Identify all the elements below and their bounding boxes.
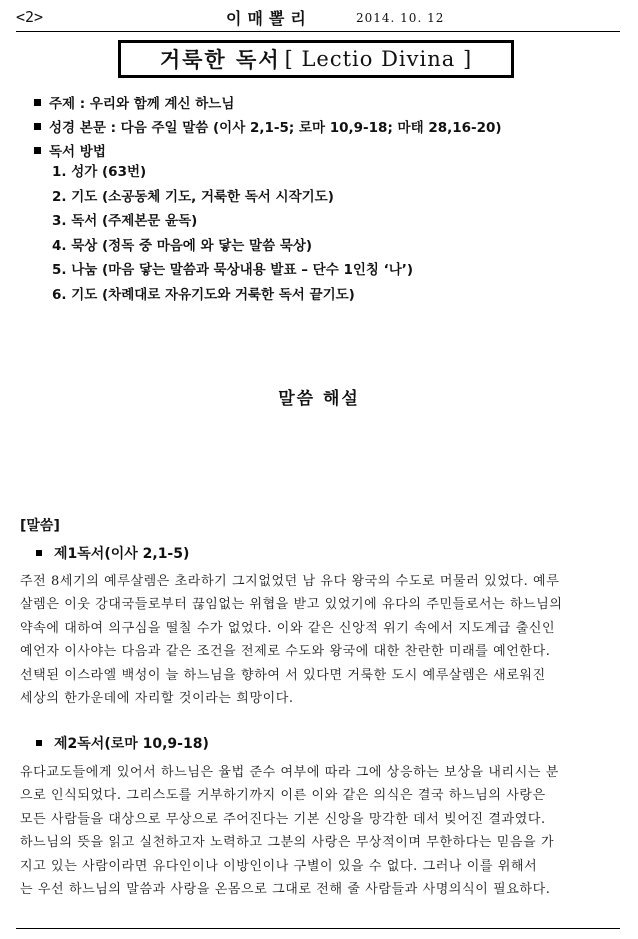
method-step: 3. 독서 (주제본문 윤독): [52, 213, 198, 230]
method-step: 2. 기도 (소공동체 기도, 거룩한 독서 시작기도): [52, 188, 334, 205]
word-section-label: [말씀]: [20, 518, 60, 534]
paragraph-line: 으로 인식되었다. 그리스도를 거부하기까지 이른 이와 같은 의식은 결국 하느님의 사랑은: [20, 788, 546, 804]
reading2-heading: 제2독서(로마 10,9-18): [54, 736, 209, 752]
square-bullet-icon: [34, 147, 41, 154]
square-bullet-icon: [34, 99, 41, 106]
page-number: <2>: [16, 8, 44, 26]
paragraph-line: 주전 8세기의 예루살렘은 초라하기 그지없었던 남 유다 왕국의 수도로 머물러 있었다. 예루: [20, 574, 560, 589]
method-step: 4. 묵상 (정독 중 마음에 와 닿는 말씀 묵상): [52, 237, 313, 254]
paragraph-line: 약속에 대하여 의구심을 떨칠 수가 없었다. 이와 같은 신앙적 위기 속에서 지도계급 출신인: [20, 620, 556, 636]
method-step: 1. 성가 (63번): [52, 164, 147, 180]
square-bullet-icon: [36, 550, 42, 556]
reading2-heading-line: [36, 733, 209, 753]
commentary-heading: 말씀 해설: [278, 389, 360, 409]
footer-divider: [16, 928, 620, 929]
square-bullet-icon: [34, 123, 41, 130]
paragraph-line: 는 우선 하느님의 말씀과 사랑을 온몸으로 그대로 전해 줄 사람들과 사명의식이 필요하다.: [20, 882, 551, 898]
paragraph-line: 하느님의 뜻을 읽고 실천하고자 노력하고 그분의 사랑은 무상적이며 무한하다는 믿음을 가: [20, 835, 555, 851]
method-line: [34, 140, 106, 160]
paragraph-line: 지고 있는 사람이라면 유다인이나 이방인이나 구별이 있을 수 없다. 그러나 이를 위해서: [20, 858, 538, 874]
main-title-english: [ Lectio Divina ]: [284, 47, 473, 71]
method-step: 6. 기도 (차례대로 자유기도와 거룩한 독서 끝기도): [52, 286, 355, 303]
paragraph-line: 살렘은 이웃 강대국들로부터 끊임없는 위협을 받고 있었기에 유다의 주민들로서는 하느님의: [20, 597, 563, 613]
reading1-heading-line: [36, 543, 189, 563]
main-title-korean: 거룩한 독서: [159, 48, 281, 72]
scripture-line: [34, 116, 502, 136]
square-bullet-icon: [36, 740, 42, 746]
issue-date: 2014. 10. 12: [356, 11, 445, 25]
method-label: 독서 방법: [49, 144, 106, 160]
reading1-paragraph: [20, 570, 618, 710]
paragraph-line: 세상의 한가운데에 자리할 것이라는 희망이다.: [20, 691, 294, 707]
scripture-text: 성경 본문 : 다음 주일 말씀 (이사 2,1-5; 로마 10,9-18; 마태 28,16-20): [49, 120, 502, 136]
main-title-box: [118, 40, 514, 78]
paragraph-line: 예언자 이사야는 다음과 같은 조건을 전제로 수도와 왕국에 대한 찬란한 미래를 예언한다.: [20, 644, 551, 660]
theme-text: 주제 : 우리와 함께 계신 하느님: [49, 96, 235, 112]
theme-line: [34, 92, 234, 112]
header-divider: [16, 31, 620, 32]
reading2-paragraph: [20, 761, 618, 901]
newsletter-title: 이매뽈리: [226, 9, 312, 28]
method-step: 5. 나눔 (마음 닿는 말씀과 묵상내용 발표 – 단수 1인칭 ‘나’): [52, 262, 414, 279]
paragraph-line: 모든 사람들을 대상으로 무상으로 주어진다는 기본 신앙을 망각한 데서 빚어진 결과였다.: [20, 811, 546, 827]
method-steps-list: [52, 160, 413, 308]
paragraph-line: 유다교도들에게 있어서 하느님은 율법 준수 여부에 따라 그에 상응하는 보상을 내리시는 분: [20, 765, 559, 780]
paragraph-line: 선택된 이스라엘 백성이 늘 하느님을 향하여 서 있다면 거룩한 도시 예루살렘은 새로워진: [20, 667, 546, 683]
reading1-heading: 제1독서(이사 2,1-5): [54, 546, 190, 562]
